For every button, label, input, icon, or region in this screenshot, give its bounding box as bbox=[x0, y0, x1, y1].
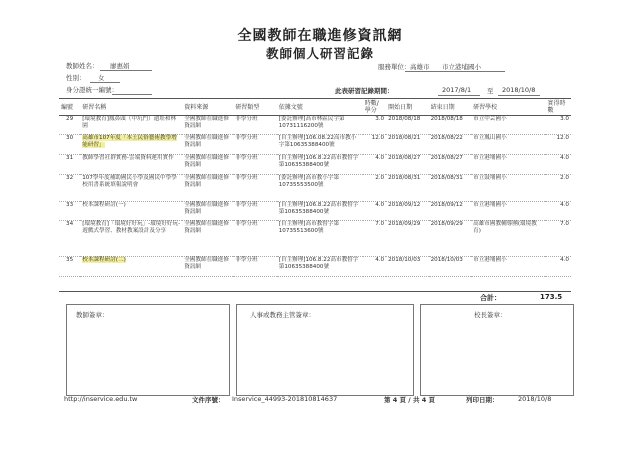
row-end-date: 2018/08/31 bbox=[429, 175, 471, 202]
row-credit: 12.0 bbox=[545, 135, 571, 155]
row-credit: 4.0 bbox=[545, 155, 571, 175]
page-subtitle: 教師個人研習記錄 bbox=[265, 46, 374, 61]
row-end-date: 2018/08/27 bbox=[429, 155, 471, 175]
row-start-date: 2018/10/03 bbox=[386, 257, 428, 277]
row-source: 全國教師在職進修資訊網 bbox=[182, 257, 233, 277]
row-course-name: 107學年度補助國民小學及國民中學學校用書系統填報說明會 bbox=[80, 175, 182, 202]
row-school: 市立港埔國小 bbox=[471, 257, 545, 277]
personnel-signature-label: 人事或教務主管簽章： bbox=[250, 311, 315, 319]
row-doc-no: [自主辦理]106.8.22高市教督字第10635388400號 bbox=[277, 202, 363, 221]
row-start-date: 2018/08/27 bbox=[386, 155, 428, 175]
col-header-name: 研習名稱 bbox=[80, 99, 182, 116]
row-end-date: 2018/09/12 bbox=[429, 202, 471, 221]
row-type: 非學分班 bbox=[233, 221, 277, 257]
table-row bbox=[59, 202, 571, 221]
table-header-row bbox=[59, 99, 571, 116]
row-doc-no: [委託辦理]高市教小字第10735553500號 bbox=[277, 175, 363, 202]
row-type: 非學分班 bbox=[233, 202, 277, 221]
row-school: 市立港埔國小 bbox=[471, 202, 545, 221]
row-source: 全國教師在職進修資訊網 bbox=[182, 155, 233, 175]
teacher-signature-label: 教師簽章： bbox=[76, 311, 109, 319]
col-header-start: 開始日期 bbox=[386, 99, 428, 116]
footer-print-date-label: 列印日期： bbox=[466, 396, 499, 404]
row-doc-no: [自主辦理]106.8.22高市教督字第10635388400號 bbox=[277, 155, 363, 175]
table-row bbox=[59, 116, 571, 135]
period-to: 至 bbox=[487, 87, 494, 95]
table-row bbox=[59, 221, 571, 257]
row-course-name: [環境教育]「環境好好玩」-環境好好玩-遊戲式學習、教材教案設計及分享 bbox=[80, 221, 182, 257]
teacher-name-label: 教師姓名： bbox=[66, 62, 99, 70]
row-course-name: 高雄市107年度「本土民俗藝術教學增能研習」 bbox=[82, 135, 177, 148]
row-school: 市立中芸國小 bbox=[471, 116, 545, 135]
row-source: 全國教師在職進修資訊網 bbox=[182, 135, 233, 155]
row-hours: 4.0 bbox=[363, 257, 386, 277]
period-end: 2018/10/8 bbox=[502, 86, 536, 94]
gender-value: 女 bbox=[98, 74, 105, 82]
total-label: 合計： bbox=[480, 294, 501, 302]
footer-doc-no-value: Inservice_44993-201810814637 bbox=[232, 395, 338, 403]
row-course-name: 校本課程研討(二) bbox=[82, 257, 126, 263]
row-source: 全國教師在職進修資訊網 bbox=[182, 175, 233, 202]
row-start-date: 2018/09/12 bbox=[386, 202, 428, 221]
row-course-name: [環境教育]鳳鼻頭（中坑門）遺址和林園 bbox=[80, 116, 182, 135]
principal-signature-label: 校長簽章： bbox=[474, 311, 507, 319]
row-credit: 2.0 bbox=[545, 175, 571, 202]
period-start: 2017/8/1 bbox=[442, 86, 472, 94]
row-course-name: 教師學習社群實務-雲端資料運用實作 bbox=[80, 155, 182, 175]
row-type: 非學分班 bbox=[233, 135, 277, 155]
table-row bbox=[59, 135, 571, 155]
row-course-name: 校本課程研討(一) bbox=[80, 202, 182, 221]
row-type: 非學分班 bbox=[233, 175, 277, 202]
col-header-credit: 實得時數 bbox=[545, 99, 571, 116]
row-school: 高雄市國教輔導團(環境教育) bbox=[471, 221, 545, 257]
training-record-table bbox=[59, 98, 571, 277]
row-hours: 7.0 bbox=[363, 221, 386, 257]
row-end-date: 2018/09/29 bbox=[429, 221, 471, 257]
row-number: 29 bbox=[59, 116, 80, 135]
row-type: 非學分班 bbox=[233, 257, 277, 277]
col-header-source: 資料來源 bbox=[182, 99, 233, 116]
row-start-date: 2018/08/31 bbox=[386, 175, 428, 202]
service-unit-city: 高雄市 bbox=[410, 63, 430, 71]
service-unit-school: 市立港埔國小 bbox=[442, 63, 481, 71]
col-header-type: 研習類型 bbox=[233, 99, 277, 116]
row-doc-no: [自主辦理]高市教督字第10735513600號 bbox=[277, 221, 363, 257]
row-number: 32 bbox=[59, 175, 80, 202]
row-type: 非學分班 bbox=[233, 155, 277, 175]
row-end-date: 2018/08/18 bbox=[429, 116, 471, 135]
row-credit: 4.0 bbox=[545, 202, 571, 221]
period-label: 此表研習記錄期間： bbox=[335, 87, 394, 95]
row-number: 33 bbox=[59, 202, 80, 221]
row-start-date: 2018/08/21 bbox=[386, 135, 428, 155]
total-value: 173.5 bbox=[540, 293, 563, 301]
row-number: 34 bbox=[59, 221, 80, 257]
table-row bbox=[59, 155, 571, 175]
footer-doc-no-label: 文件序號： bbox=[192, 396, 225, 404]
table-row bbox=[59, 175, 571, 202]
col-header-hours: 時數/學分 bbox=[363, 99, 386, 116]
teacher-name-value: 廖惠娟 bbox=[110, 62, 130, 70]
row-credit: 4.0 bbox=[545, 257, 571, 277]
col-header-school: 研習學校 bbox=[471, 99, 545, 116]
row-school: 市立港埔國小 bbox=[471, 155, 545, 175]
footer-print-date-value: 2018/10/8 bbox=[518, 395, 552, 403]
footer-url[interactable]: http://inservice.edu.tw bbox=[64, 395, 138, 403]
row-hours: 12.0 bbox=[363, 135, 386, 155]
row-hours: 4.0 bbox=[363, 155, 386, 175]
col-header-doc: 依據文號 bbox=[277, 99, 363, 116]
col-header-number: 編號 bbox=[59, 99, 80, 116]
row-school: 市立鳳山國小 bbox=[471, 135, 545, 155]
row-type: 非學分班 bbox=[233, 116, 277, 135]
row-credit: 7.0 bbox=[545, 221, 571, 257]
row-hours: 2.0 bbox=[363, 175, 386, 202]
row-end-date: 2018/08/22 bbox=[429, 135, 471, 155]
row-source: 全國教師在職進修資訊網 bbox=[182, 221, 233, 257]
row-number: 35 bbox=[59, 257, 80, 277]
row-doc-no: [自主辦理]106.08.22高市教小字第10635388400號 bbox=[277, 135, 363, 155]
service-unit-label: 服務單位： bbox=[378, 63, 411, 71]
row-source: 全國教師在職進修資訊網 bbox=[182, 202, 233, 221]
row-hours: 3.0 bbox=[363, 116, 386, 135]
row-school: 市立鼓埔國小 bbox=[471, 175, 545, 202]
row-number: 30 bbox=[59, 135, 80, 155]
gender-label: 性別： bbox=[66, 74, 86, 82]
row-start-date: 2018/08/18 bbox=[386, 116, 428, 135]
table-row bbox=[59, 257, 571, 277]
row-source: 全國教師在職進修資訊網 bbox=[182, 116, 233, 135]
footer-page-number: 第 4 頁 / 共 4 頁 bbox=[384, 396, 435, 404]
id-label: 身分證統一編號： bbox=[66, 86, 118, 94]
row-end-date: 2018/10/03 bbox=[429, 257, 471, 277]
col-header-end: 結束日期 bbox=[429, 99, 471, 116]
page-title: 全國教師在職進修資訊網 bbox=[237, 28, 403, 44]
row-credit: 3.0 bbox=[545, 116, 571, 135]
row-hours: 4.0 bbox=[363, 202, 386, 221]
row-number: 31 bbox=[59, 155, 80, 175]
row-doc-no: [自主辦理]106.8.22高市教督字第10635388400號 bbox=[277, 257, 363, 277]
row-start-date: 2018/09/29 bbox=[386, 221, 428, 257]
row-doc-no: [委託辦理]高市林區民字第10731116200號 bbox=[277, 116, 363, 135]
